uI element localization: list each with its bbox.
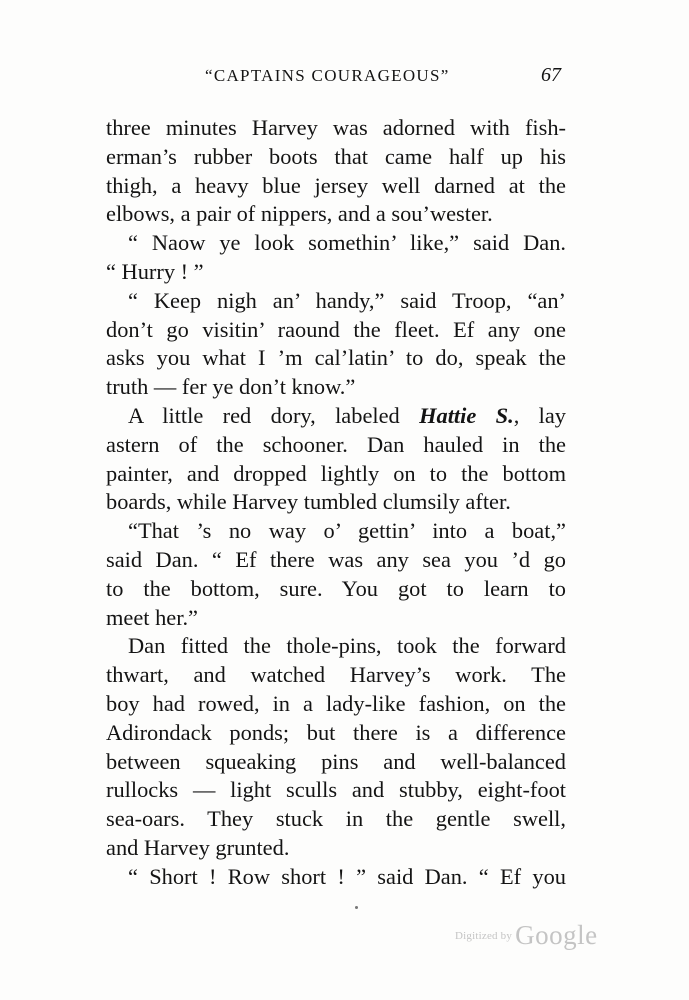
- text-line: sea-oars. They stuck in the gentle swell,: [106, 806, 566, 832]
- watermark-brand: Google: [515, 920, 598, 950]
- text-line: to the bottom, sure. You got to learn to: [106, 575, 566, 601]
- text-line: thigh, a heavy blue jersey well darned at the: [106, 172, 566, 198]
- text-line: said Dan. “ Ef there was any sea you ’d go: [106, 546, 566, 572]
- text-line: “ Naow ye look somethin’ like,” said Dan.: [128, 230, 566, 256]
- text-line-with-dory-name: [106, 402, 566, 431]
- text-line: meet her.”: [106, 604, 199, 630]
- text-line: erman’s rubber boots that came half up his: [106, 143, 566, 169]
- text-line: rullocks — light sculls and stubby, eight-foot: [106, 777, 566, 803]
- text-line: between squeaking pins and well-balanced: [106, 748, 566, 774]
- text-line: truth — fer ye don’t know.”: [106, 374, 356, 400]
- text-line: astern of the schooner. Dan hauled in the: [106, 431, 566, 457]
- body-text: [106, 114, 566, 892]
- text-line: boy had rowed, in a lady-like fashion, on the: [106, 690, 566, 716]
- text-line: Adirondack ponds; but there is a difference: [106, 719, 566, 745]
- text-line: asks you what I ’m cal’latin’ to do, speak the: [106, 345, 566, 371]
- text-fragment: , lay: [513, 402, 566, 428]
- dory-name: Hattie S.: [419, 402, 514, 428]
- text-line: thwart, and watched Harvey’s work. The: [106, 662, 566, 688]
- text-line: painter, and dropped lightly on to the bottom: [106, 460, 566, 486]
- text-line: “ Keep nigh an’ handy,” said Troop, “an’: [128, 287, 566, 313]
- text-line: and Harvey grunted.: [106, 834, 290, 860]
- text-line: don’t go visitin’ raound the fleet. Ef any one: [106, 316, 566, 342]
- ink-speck: [355, 906, 358, 909]
- text-line: boards, while Harvey tumbled clumsily after.: [106, 489, 511, 515]
- running-title: “CAPTAINS COURAGEOUS”: [205, 66, 450, 85]
- text-fragment: A little red dory, labeled: [128, 402, 400, 428]
- text-line: “That ’s no way o’ gettin’ into a boat,”: [128, 518, 566, 544]
- watermark-prefix: Digitized by: [455, 929, 513, 942]
- text-line: Dan fitted the thole-pins, took the forward: [128, 633, 566, 659]
- text-line: three minutes Harvey was adorned with fish-: [106, 115, 566, 140]
- digitized-watermark: [455, 920, 598, 951]
- text-line: “ Short ! Row short ! ” said Dan. “ Ef you: [128, 863, 566, 889]
- page-number: 67: [541, 64, 561, 86]
- text-line: elbows, a pair of nippers, and a sou’wester.: [106, 201, 493, 227]
- text-line: “ Hurry ! ”: [106, 258, 204, 284]
